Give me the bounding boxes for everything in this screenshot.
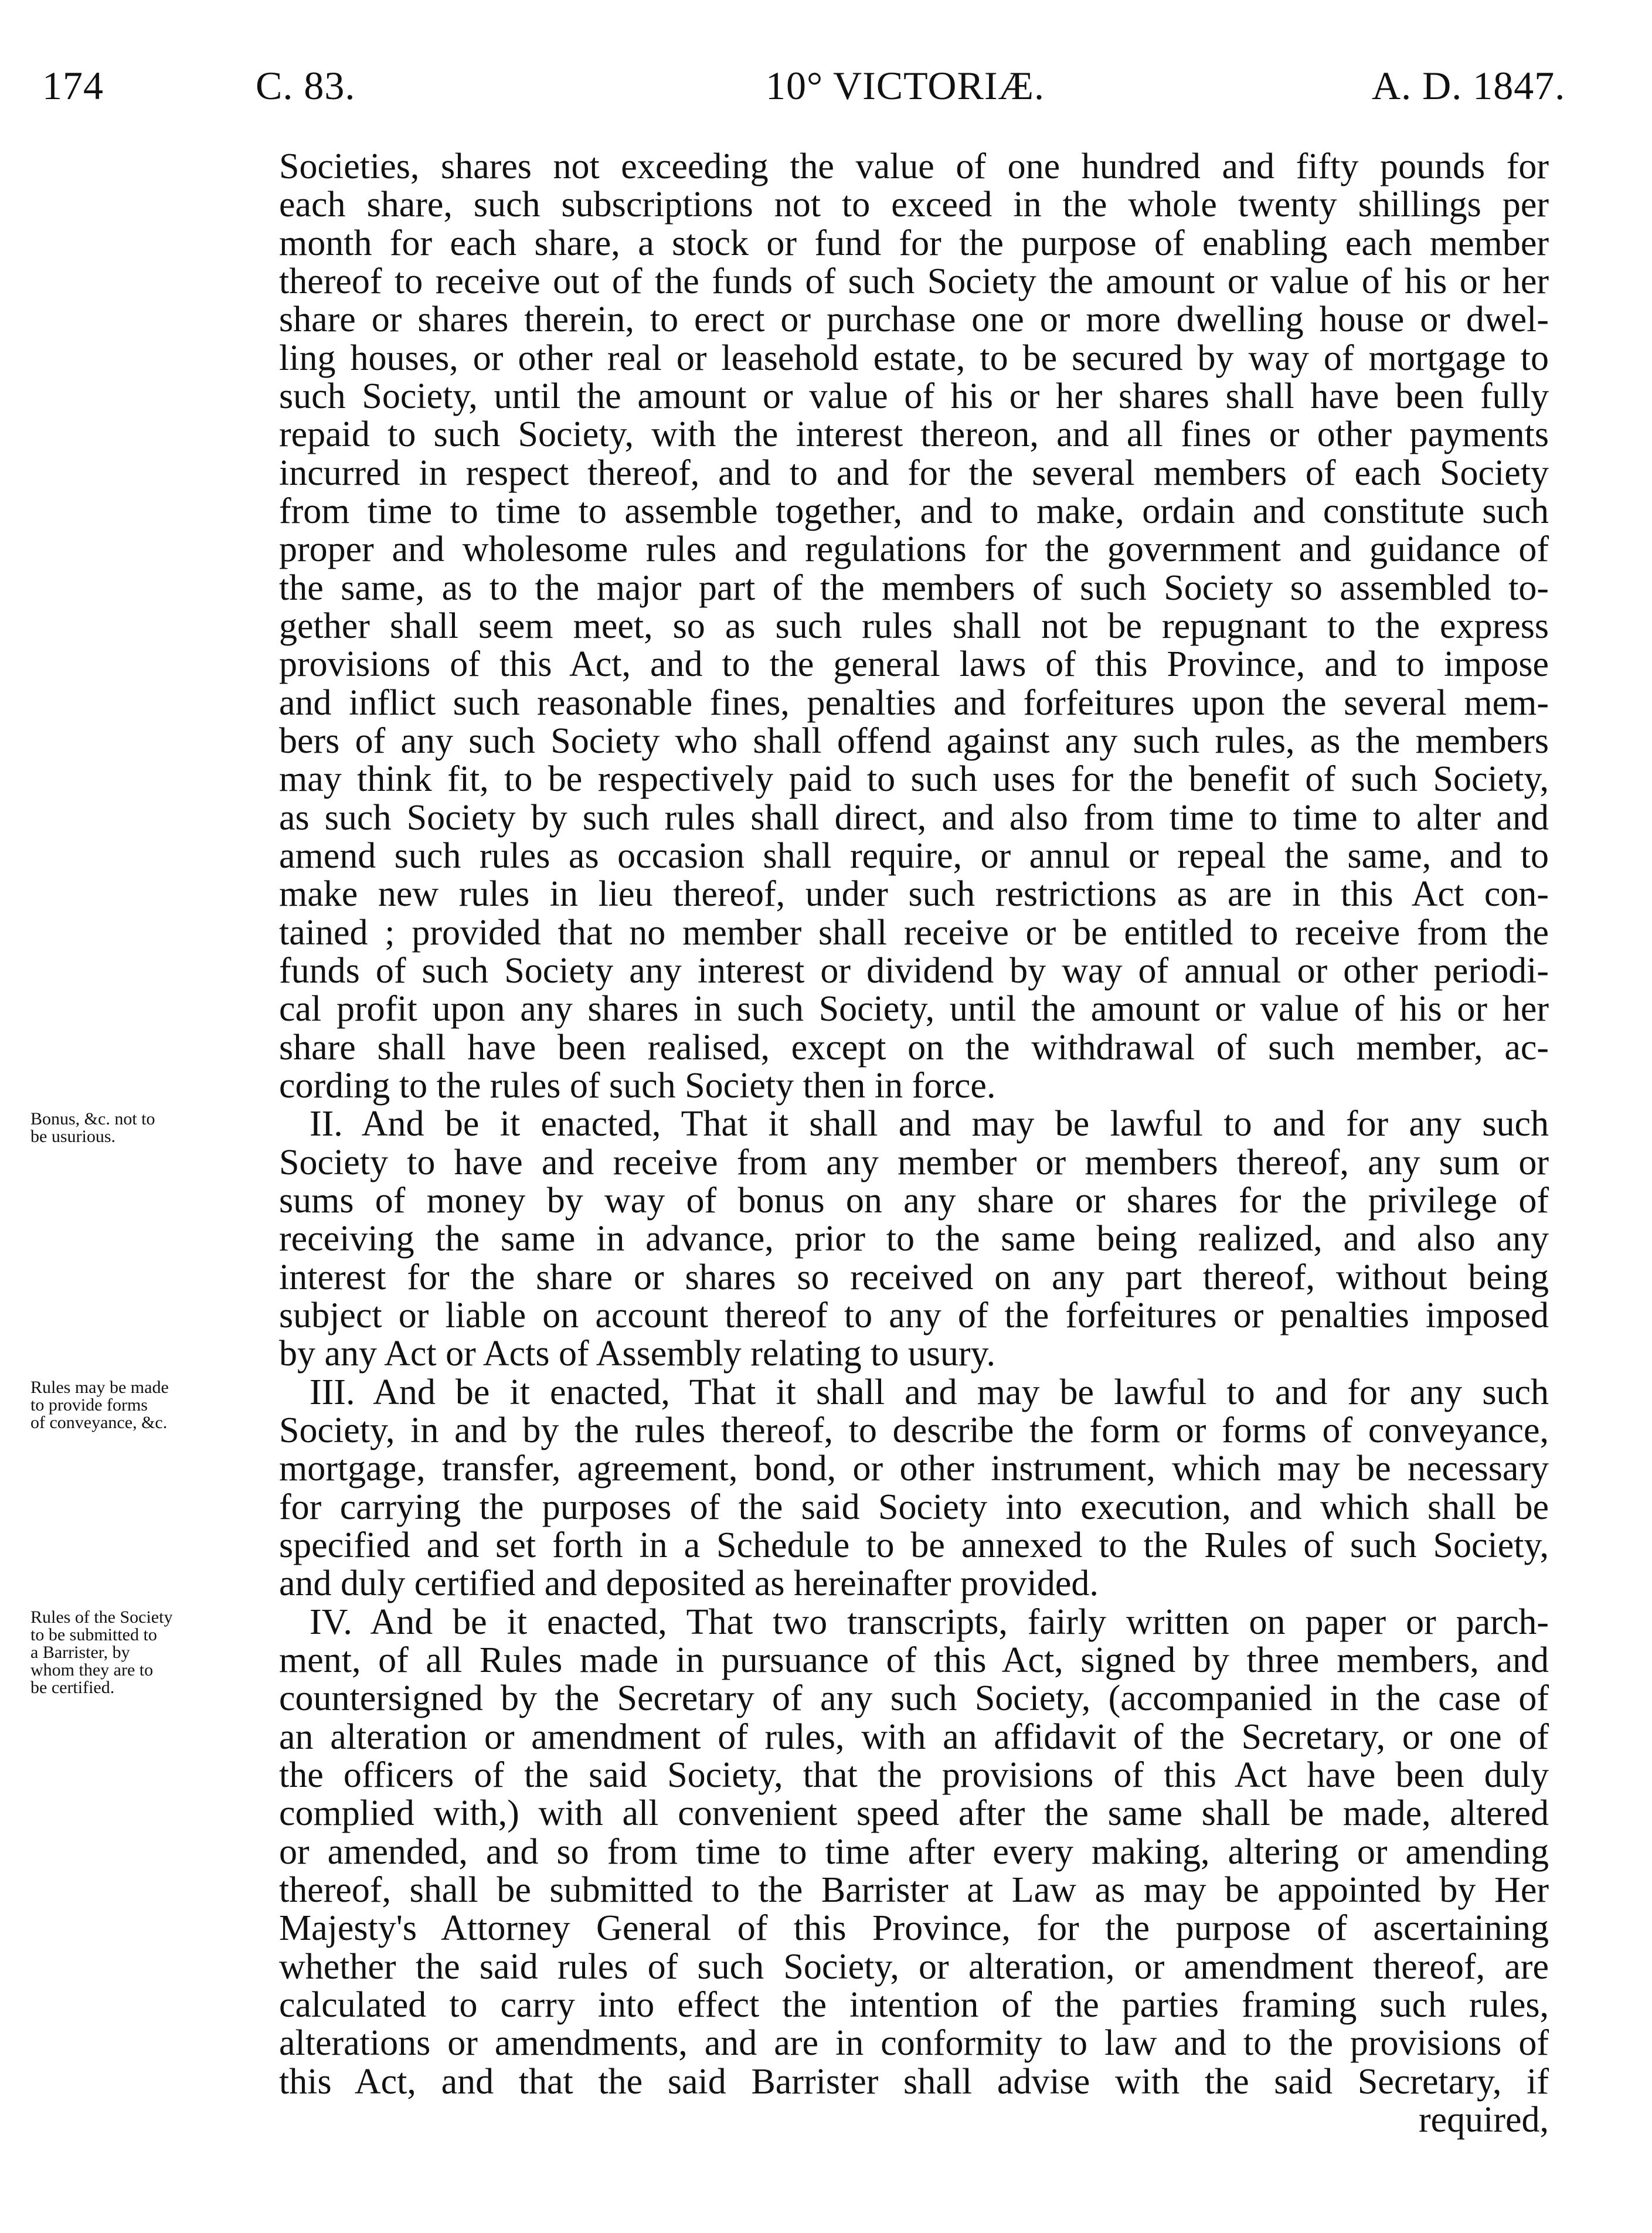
- text-line: specified and set forth in a Schedule to be annexed to the Rules of such Society,: [279, 1525, 1549, 1565]
- margin-note-rules-submitted: [30, 1609, 276, 1697]
- text-line: proper and wholesome rules and regulations for the government and guidance of: [279, 529, 1549, 569]
- text-line: alterations or amendments, and are in conformity to law and to the provisions of: [279, 2023, 1549, 2063]
- text-line: mortgage, transfer, agreement, bond, or other instrument, which may be necessary: [279, 1449, 1549, 1488]
- text-line: thereof to receive out of the funds of such Society the amount or value of his or her: [279, 261, 1549, 301]
- text-line: Society to have and receive from any member or members thereof, any sum or: [279, 1143, 1549, 1182]
- text-line: gether shall seem meet, so as such rules shall not be repugnant to the express: [279, 606, 1549, 646]
- catchword-line: required,: [1418, 2100, 1549, 2140]
- text-line: countersigned by the Secretary of any such Society, (accompanied in the case of: [279, 1678, 1549, 1718]
- margin-note-line: Bonus, &c. not to: [30, 1109, 155, 1129]
- text-line: sums of money by way of bonus on any share or shares for the privilege of: [279, 1181, 1549, 1221]
- running-title: 10° VICTORIÆ.: [766, 63, 1045, 108]
- chapter-number: C. 83.: [256, 63, 356, 108]
- section-iv-heading-line: IV. And be it enacted, That two transcripts, fairly written on paper or parch-: [310, 1602, 1549, 1642]
- text-line: Societies, shares not exceeding the value of one hundred and fifty pounds for: [279, 147, 1549, 186]
- margin-note-line: to provide forms: [30, 1395, 148, 1415]
- margin-note-line: to be submitted to: [30, 1625, 157, 1644]
- margin-note-line: Rules may be made: [30, 1378, 169, 1397]
- section-iii-heading-line: III. And be it enacted, That it shall and may be lawful to and for any such: [310, 1372, 1549, 1412]
- margin-note-line: be usurious.: [30, 1127, 115, 1146]
- margin-note-line: whom they are to: [30, 1660, 154, 1680]
- text-line: and duly certified and deposited as hereinafter provided.: [279, 1564, 1099, 1603]
- text-line: or amended, and so from time to time after every making, altering or amending: [279, 1832, 1549, 1872]
- text-line: calculated to carry into effect the intention of the parties framing such rules,: [279, 1985, 1549, 2025]
- text-line: complied with,) with all convenient speed after the same shall be made, altered: [279, 1793, 1549, 1833]
- text-line: whether the said rules of such Society, or alteration, or amendment thereof, are: [279, 1947, 1549, 1987]
- text-line: this Act, and that the said Barrister shall advise with the said Secretary, if: [279, 2062, 1549, 2102]
- text-line: the same, as to the major part of the members of such Society so assembled to-: [279, 568, 1549, 608]
- section-ii-heading-line: II. And be it enacted, That it shall and may be lawful to and for any such: [310, 1104, 1549, 1144]
- text-line: incurred in respect thereof, and to and for the several members of each Society: [279, 453, 1549, 493]
- text-line: Society, in and by the rules thereof, to describe the form or forms of conveyance,: [279, 1411, 1549, 1450]
- text-line: for carrying the purposes of the said Society into execution, and which shall be: [279, 1487, 1549, 1527]
- margin-note-bonus: [30, 1110, 276, 1146]
- margin-note-line: Rules of the Society: [30, 1607, 173, 1627]
- text-line: Majesty's Attorney General of this Province, for the purpose of ascertaining: [279, 1908, 1549, 1948]
- text-line: share or shares therein, to erect or purchase one or more dwelling house or dwel-: [279, 300, 1549, 339]
- text-line: bers of any such Society who shall offend against any such rules, as the members: [279, 721, 1549, 761]
- text-line: funds of such Society any interest or dividend by way of annual or other periodi-: [279, 951, 1549, 991]
- margin-note-line: a Barrister, by: [30, 1643, 130, 1662]
- text-line: month for each share, a stock or fund for the purpose of enabling each member: [279, 223, 1549, 263]
- text-line: cal profit upon any shares in such Society, until the amount or value of his or her: [279, 989, 1549, 1029]
- margin-note-line: be certified.: [30, 1678, 115, 1697]
- text-line: by any Act or Acts of Assembly relating to usury.: [279, 1334, 996, 1374]
- text-line: thereof, shall be submitted to the Barrister at Law as may be appointed by Her: [279, 1870, 1549, 1910]
- text-line: amend such rules as occasion shall require, or annul or repeal the same, and to: [279, 836, 1549, 876]
- text-line: ment, of all Rules made in pursuance of this Act, signed by three members, and: [279, 1640, 1549, 1680]
- text-line: make new rules in lieu thereof, under such restrictions as are in this Act con-: [279, 874, 1549, 914]
- text-line: share shall have been realised, except on the withdrawal of such member, ac-: [279, 1028, 1549, 1068]
- text-line: such Society, until the amount or value of his or her shares shall have been fully: [279, 376, 1549, 416]
- text-line: the officers of the said Society, that the provisions of this Act have been duly: [279, 1755, 1549, 1795]
- text-line: an alteration or amendment of rules, with an affidavit of the Secretary, or one of: [279, 1717, 1549, 1757]
- margin-note-forms-of-conveyance: [30, 1379, 276, 1432]
- text-line: may think fit, to be respectively paid to such uses for the benefit of such Society,: [279, 759, 1549, 799]
- text-line: each share, such subscriptions not to exceed in the whole twenty shillings per: [279, 185, 1549, 225]
- text-line: ling houses, or other real or leasehold estate, to be secured by way of mortgage to: [279, 338, 1549, 378]
- text-line: as such Society by such rules shall direct, and also from time to time to alter and: [279, 798, 1549, 838]
- text-line: interest for the share or shares so received on any part thereof, without being: [279, 1257, 1549, 1297]
- text-line: provisions of this Act, and to the general laws of this Province, and to impose: [279, 644, 1549, 684]
- text-line: and inflict such reasonable fines, penalties and forfeitures upon the several mem-: [279, 683, 1549, 723]
- text-line: receiving the same in advance, prior to the same being realized, and also any: [279, 1219, 1549, 1259]
- text-line: tained ; provided that no member shall receive or be entitled to receive from the: [279, 913, 1549, 953]
- margin-note-line: of conveyance, &c.: [30, 1413, 168, 1432]
- text-line: from time to time to assemble together, and to make, ordain and constitute such: [279, 491, 1549, 531]
- text-line: subject or liable on account thereof to any of the forfeitures or penalties imposed: [279, 1296, 1549, 1335]
- page-number: 174: [42, 63, 104, 108]
- year: A. D. 1847.: [1372, 63, 1566, 108]
- text-line: repaid to such Society, with the interest thereon, and all fines or other payments: [279, 414, 1549, 454]
- text-line: cording to the rules of such Society then in force.: [279, 1066, 996, 1106]
